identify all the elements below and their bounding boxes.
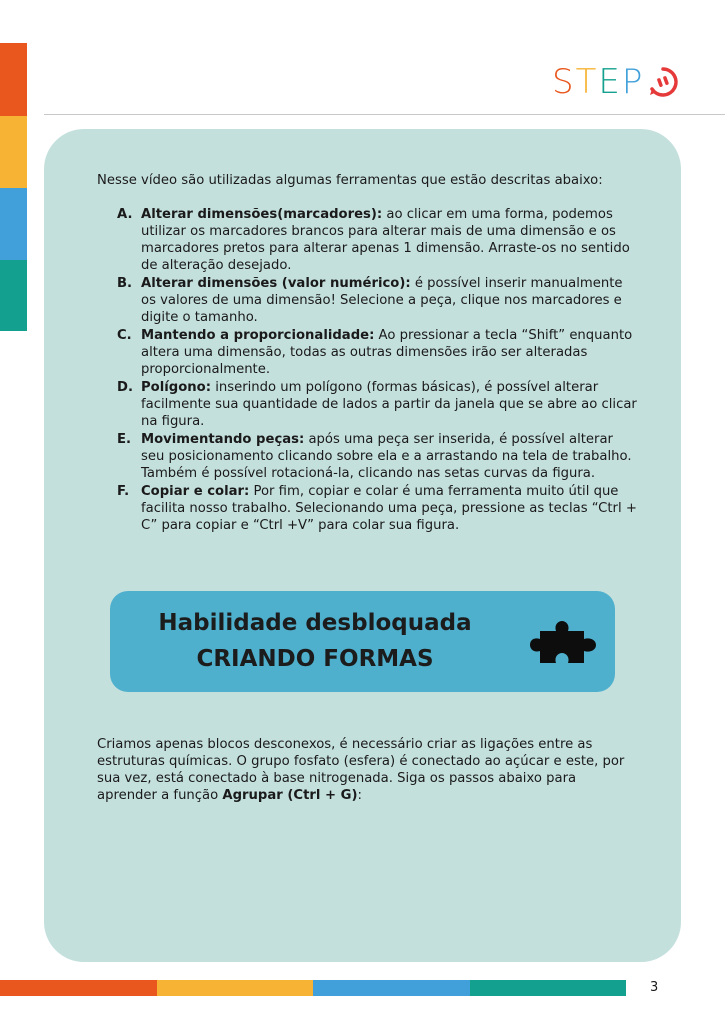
footer-bar-orange [0,980,157,996]
tool-item [117,206,637,274]
tool-item [117,327,637,378]
tool-description: é possível inserir manualmente os valores de uma dimensão! Selecione a peça, clique nos marcadores e digite o tamanho. [141,276,623,325]
logo-letter-e: E [598,62,622,102]
step-logo [552,62,678,102]
footer-bar-blue [313,980,470,996]
tool-term: Alterar dimensões(marcadores): [141,207,383,222]
logo-letter-t: T [575,62,599,102]
tool-description: Por fim, copiar e colar é uma ferramenta muito útil que facilita nosso trabalho. Selecionando uma peça, pressione as teclas “Ctrl + C” para copiar e “Ctrl +V” para colar sua figura. [141,484,637,533]
tool-letter: E. [117,432,132,447]
tool-item [117,379,637,430]
tool-term: Movimentando peças: [141,432,305,447]
tool-item [117,275,637,326]
tool-description: ao clicar em uma forma, podemos utilizar os marcadores brancos para alterar mais de uma dimensão e os marcadores pretos para alterar apenas 1 dimensão. Arraste-os no sentido de alteração desejado. [141,207,630,273]
side-bar-yellow [0,116,27,188]
logo-letter-p: P [621,62,645,102]
banner-title: Habilidade desbloquada [158,610,472,636]
tool-term: Mantendo a proporcionalidade: [141,328,375,343]
side-bar-blue [0,188,27,260]
tools-list [117,206,637,535]
tool-letter: B. [117,276,133,291]
skill-unlocked-banner [110,591,615,692]
intro-paragraph: Nesse vídeo são utilizadas algumas ferramentas que estão descritas abaixo: [97,173,603,188]
tool-letter: F. [117,484,130,499]
tool-item [117,483,637,534]
tool-description: inserindo um polígono (formas básicas), é possível alterar facilmente sua quantidade de lados a partir da janela que se abre ao clicar na figura. [141,380,637,429]
tool-description: Ao pressionar a tecla “Shift” enquanto altera uma dimensão, todas as outras dimensões irão ser alteradas proporcionalmente. [141,328,633,377]
outro-text: Criamos apenas blocos desconexos, é necessário criar as ligações entre as estruturas químicas. O grupo fosfato (esfera) é conectado ao açúcar e este, por sua vez, está conectado à base nitrogenada. Siga os passos abaixo para aprender a função [97,737,625,803]
tool-term: Alterar dimensões (valor numérico): [141,276,411,291]
outro-highlight: Agrupar (Ctrl + G) [222,788,358,803]
page-number: 3 [650,980,659,995]
outro-end: : [357,788,362,803]
puzzle-piece-icon [530,619,600,667]
logo-wordmark [552,62,645,102]
banner-text [110,605,520,677]
header-divider [44,114,725,115]
footer-bar-teal [470,980,626,996]
logo-letter-s: S [552,62,576,102]
side-bar-teal [0,260,27,331]
tool-description: após uma peça ser inserida, é possível alterar seu posicionamento clicando sobre ela e a arrastando na tela de trabalho. Também é possível rotacioná-la, clicando nas setas curvas da figura. [141,432,632,481]
outro-paragraph [97,736,627,804]
footer-bar-yellow [157,980,313,996]
tool-letter: D. [117,380,133,395]
logo-badge-icon [648,67,678,97]
banner-subtitle: CRIANDO FORMAS [196,646,434,672]
tool-letter: C. [117,328,132,343]
tool-term: Polígono: [141,380,211,395]
side-bar-orange [0,43,27,116]
tool-term: Copiar e colar: [141,484,250,499]
tool-letter: A. [117,207,133,222]
tool-item [117,431,637,482]
